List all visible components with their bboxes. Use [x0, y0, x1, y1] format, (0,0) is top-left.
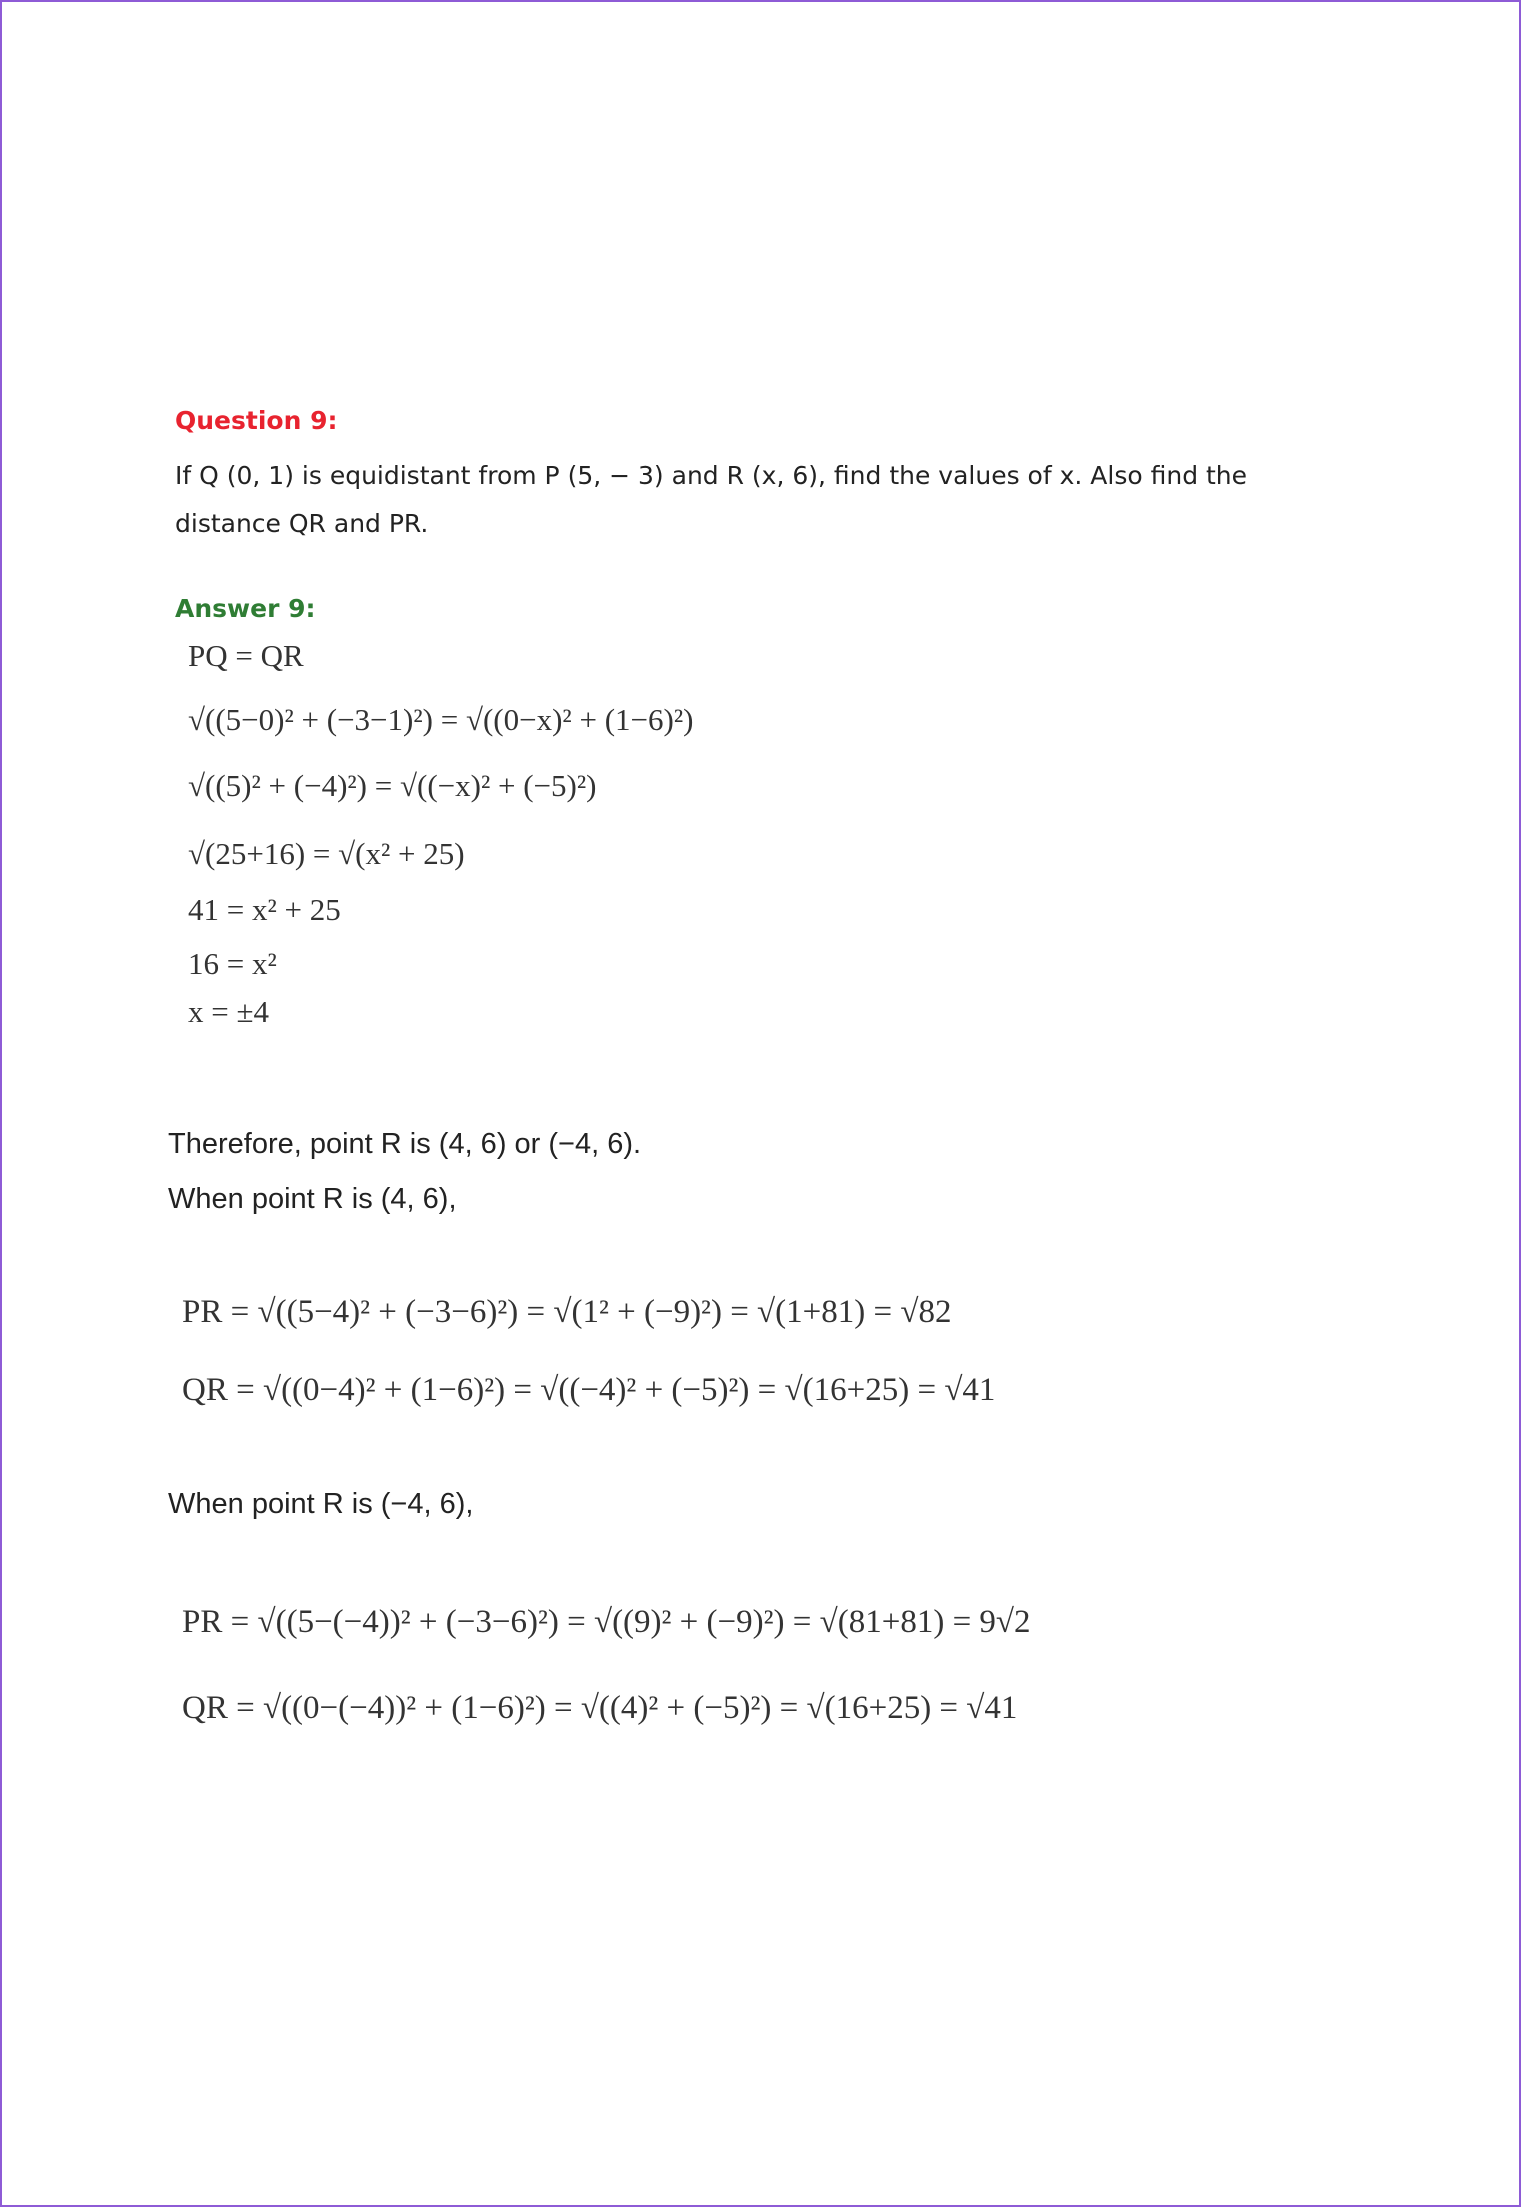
- case1-pr: PR = √((5−4)² + (−3−6)²) = √(1² + (−9)²) = √(1+81) = √82: [182, 1294, 952, 1330]
- step-3: √((5)² + (−4)²) = √((−x)² + (−5)²): [188, 768, 597, 803]
- case1-qr: QR = √((0−4)² + (1−6)²) = √((−4)² + (−5)²) = √(16+25) = √41: [182, 1372, 996, 1408]
- case2-pr: PR = √((5−(−4))² + (−3−6)²) = √((9)² + (−9)²) = √(81+81) = 9√2: [182, 1604, 1031, 1640]
- case2-label: When point R is (−4, 6),: [168, 1488, 474, 1520]
- case2-qr: QR = √((0−(−4))² + (1−6)²) = √((4)² + (−5)²) = √(16+25) = √41: [182, 1690, 1018, 1726]
- therefore-text: Therefore, point R is (4, 6) or (−4, 6).: [168, 1128, 642, 1160]
- case1-label: When point R is (4, 6),: [168, 1183, 457, 1215]
- step-4: √(25+16) = √(x² + 25): [188, 836, 465, 871]
- step-1: PQ = QR: [188, 638, 304, 673]
- question-line-1: If Q (0, 1) is equidistant from P (5, − 3) and R (x, 6), find the values of x. Also find the: [175, 461, 1248, 490]
- step-2: √((5−0)² + (−3−1)²) = √((0−x)² + (1−6)²): [188, 702, 694, 737]
- step-6: 16 = x²: [188, 946, 277, 981]
- question-line-2: distance QR and PR.: [175, 509, 429, 538]
- step-7: x = ±4: [188, 994, 269, 1029]
- answer-title: Answer 9:: [175, 594, 316, 623]
- question-text: [175, 452, 1375, 548]
- step-5: 41 = x² + 25: [188, 892, 341, 927]
- question-title: Question 9:: [175, 406, 338, 435]
